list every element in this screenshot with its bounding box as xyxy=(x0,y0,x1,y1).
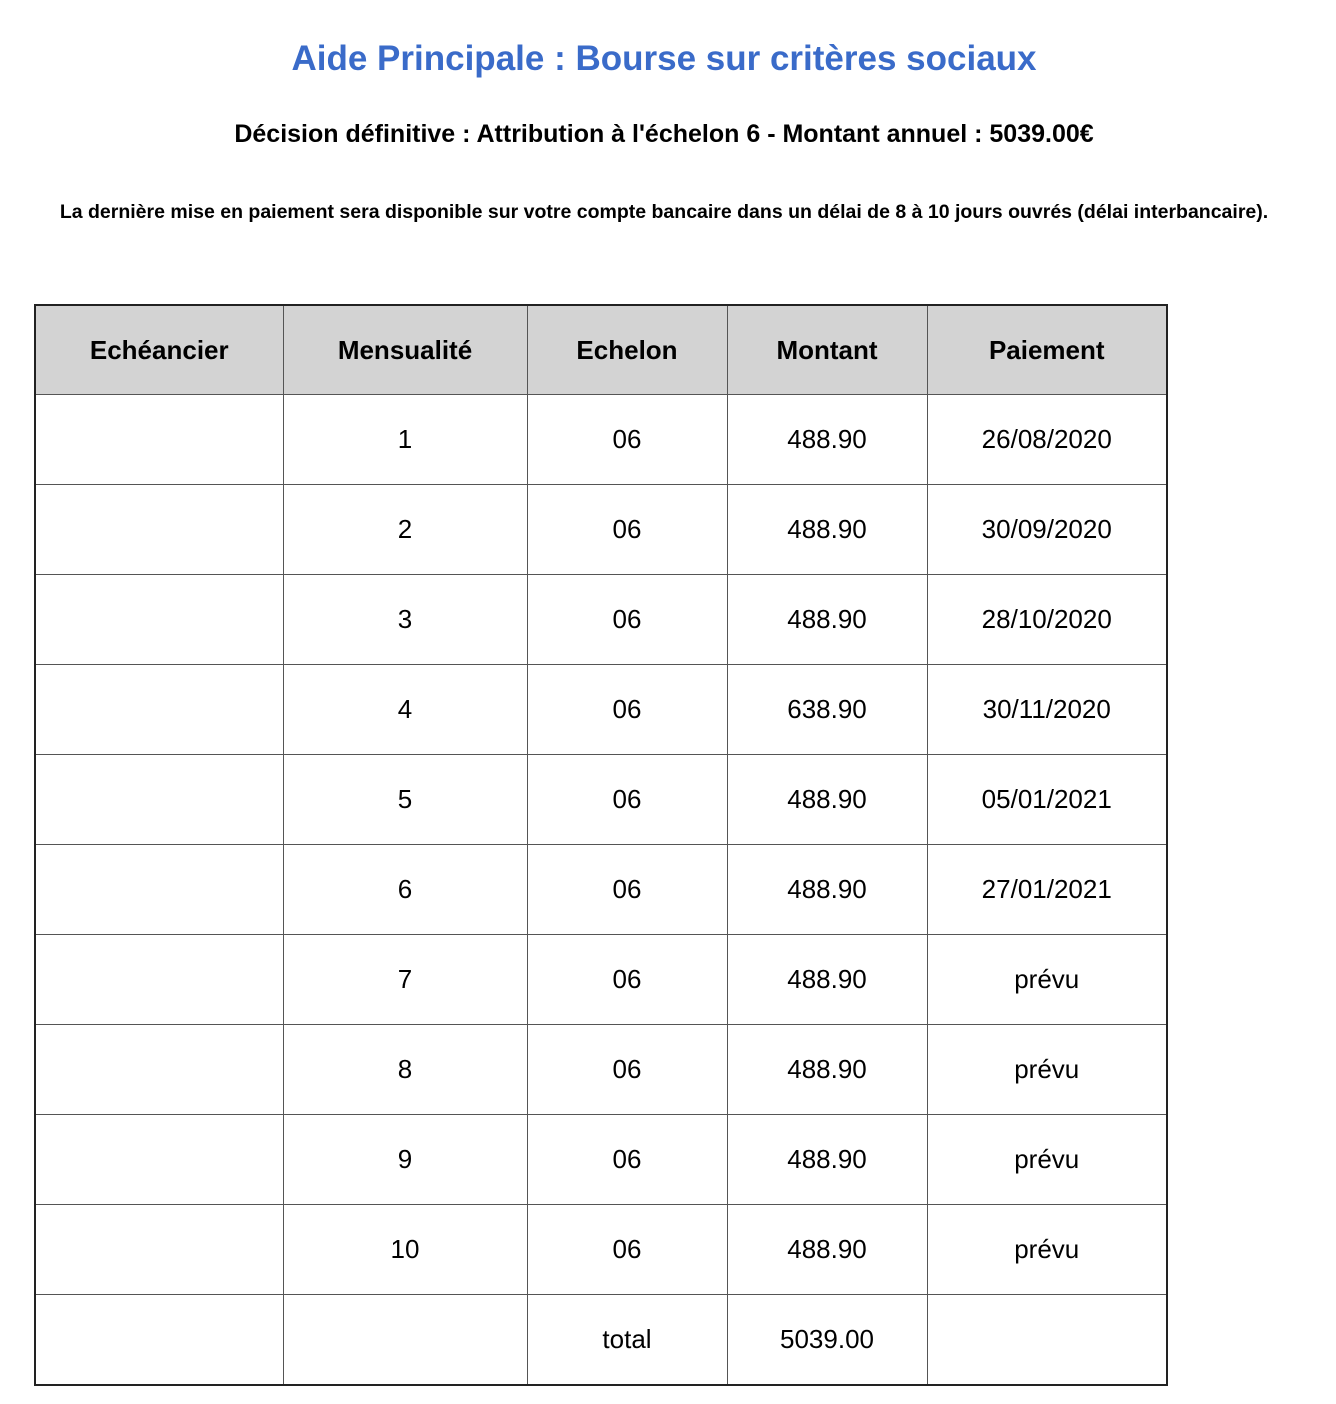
cell-paiement: prévu xyxy=(927,1205,1167,1295)
cell-echelon: 06 xyxy=(527,935,727,1025)
cell-echelon: 06 xyxy=(527,755,727,845)
cell-paiement: 26/08/2020 xyxy=(927,395,1167,485)
cell-mensualite: 8 xyxy=(283,1025,527,1115)
cell-echelon: 06 xyxy=(527,845,727,935)
cell-echeancier xyxy=(35,395,283,485)
cell-echeancier xyxy=(35,485,283,575)
cell-mensualite: 3 xyxy=(283,575,527,665)
cell-mensualite: 1 xyxy=(283,395,527,485)
cell-echeancier xyxy=(35,845,283,935)
cell-echeancier xyxy=(35,575,283,665)
column-header-echeancier: Echéancier xyxy=(35,305,283,395)
table-row xyxy=(35,845,1167,935)
cell-mensualite: 4 xyxy=(283,665,527,755)
total-amount: 5039.00 xyxy=(727,1295,927,1386)
table-row xyxy=(35,1115,1167,1205)
cell-montant: 488.90 xyxy=(727,1205,927,1295)
cell-paiement: 27/01/2021 xyxy=(927,845,1167,935)
table-row xyxy=(35,1205,1167,1295)
cell-mensualite: 2 xyxy=(283,485,527,575)
table-row xyxy=(35,755,1167,845)
cell-echelon: 06 xyxy=(527,485,727,575)
cell-echelon: 06 xyxy=(527,1115,727,1205)
cell-paiement: prévu xyxy=(927,1025,1167,1115)
cell-paiement: prévu xyxy=(927,935,1167,1025)
cell-echeancier xyxy=(35,1115,283,1205)
cell-mensualite: 6 xyxy=(283,845,527,935)
cell-echeancier xyxy=(35,935,283,1025)
cell-montant: 488.90 xyxy=(727,1115,927,1205)
table-row xyxy=(35,485,1167,575)
cell-paiement: 05/01/2021 xyxy=(927,755,1167,845)
cell-paiement: 30/11/2020 xyxy=(927,665,1167,755)
cell-paiement: 28/10/2020 xyxy=(927,575,1167,665)
table-row xyxy=(35,1025,1167,1115)
cell-mensualite: 9 xyxy=(283,1115,527,1205)
table-header-row xyxy=(35,305,1167,395)
column-header-echelon: Echelon xyxy=(527,305,727,395)
decision-text: Décision définitive : Attribution à l'échelon 6 - Montant annuel : 5039.00€ xyxy=(234,120,1094,148)
cell-mensualite: 5 xyxy=(283,755,527,845)
column-header-paiement: Paiement xyxy=(927,305,1167,395)
cell-mensualite: 10 xyxy=(283,1205,527,1295)
payment-notice: La dernière mise en paiement sera disponible sur votre compte bancaire dans un délai de 8 à 10 jours ouvrés (délai interbancaire). xyxy=(59,201,1269,223)
column-header-mensualite: Mensualité xyxy=(283,305,527,395)
payment-schedule-table xyxy=(34,304,1168,1386)
cell-montant: 488.90 xyxy=(727,485,927,575)
cell-echeancier xyxy=(35,1205,283,1295)
cell-montant: 488.90 xyxy=(727,845,927,935)
total-cell-echeancier xyxy=(35,1295,283,1386)
cell-montant: 488.90 xyxy=(727,755,927,845)
table-row xyxy=(35,665,1167,755)
cell-echeancier xyxy=(35,665,283,755)
cell-echelon: 06 xyxy=(527,665,727,755)
page-title: Aide Principale : Bourse sur critères sociaux xyxy=(291,39,1037,78)
total-label: total xyxy=(527,1295,727,1386)
cell-paiement: 30/09/2020 xyxy=(927,485,1167,575)
cell-montant: 488.90 xyxy=(727,395,927,485)
cell-paiement: prévu xyxy=(927,1115,1167,1205)
cell-echeancier xyxy=(35,755,283,845)
cell-echelon: 06 xyxy=(527,395,727,485)
column-header-montant: Montant xyxy=(727,305,927,395)
cell-echeancier xyxy=(35,1025,283,1115)
cell-echelon: 06 xyxy=(527,1205,727,1295)
table-row xyxy=(35,395,1167,485)
cell-montant: 638.90 xyxy=(727,665,927,755)
cell-echelon: 06 xyxy=(527,1025,727,1115)
cell-montant: 488.90 xyxy=(727,575,927,665)
cell-montant: 488.90 xyxy=(727,1025,927,1115)
cell-echelon: 06 xyxy=(527,575,727,665)
total-cell-mensualite xyxy=(283,1295,527,1386)
total-cell-paiement xyxy=(927,1295,1167,1386)
cell-montant: 488.90 xyxy=(727,935,927,1025)
table-total-row xyxy=(35,1295,1167,1386)
cell-mensualite: 7 xyxy=(283,935,527,1025)
table-row xyxy=(35,575,1167,665)
table-row xyxy=(35,935,1167,1025)
